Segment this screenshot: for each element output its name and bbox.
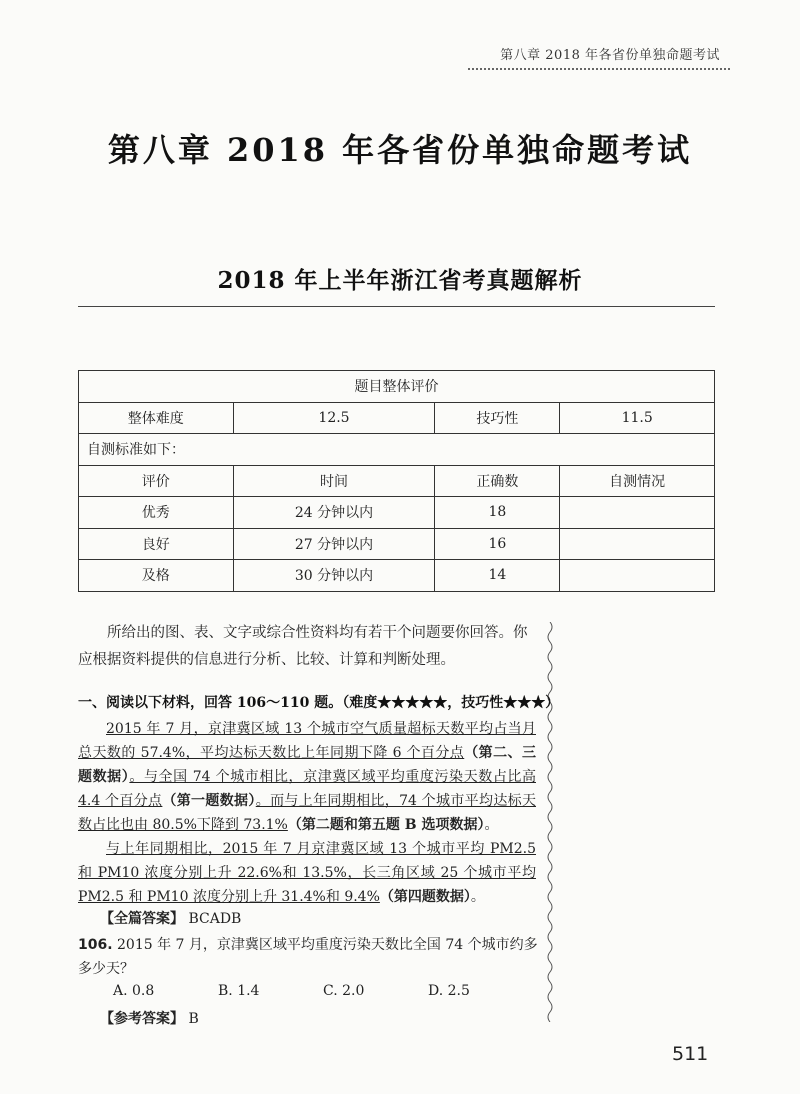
page-number: 511 <box>672 1043 709 1065</box>
self-check-cell <box>560 560 715 592</box>
question-106 <box>78 933 548 981</box>
grade-cell: 优秀 <box>79 497 234 529</box>
underlined-text: 2015 年 7 月，京津冀区域 13 个城市空气质量超标天数平均占当月总天数的 57.4%，平均达标天数比上年同期下降 6 个百分点 <box>78 721 536 761</box>
skill-label: 技巧性 <box>435 402 560 434</box>
material-text: 。与全国 74 个城市相比，京津冀区域平均重度污染天数占比高 4.4 个百分点 <box>78 769 536 809</box>
data-note: （第一题数据） <box>162 793 256 809</box>
table-header-row <box>79 465 715 497</box>
column-header: 评价 <box>79 465 234 497</box>
question-heading: 一、阅读以下材料，回答 106～110 题。（难度★★★★★，技巧性★★★） <box>78 695 560 711</box>
table-row <box>79 528 715 560</box>
grade-cell: 良好 <box>79 528 234 560</box>
material-paragraph-2 <box>78 837 536 909</box>
material-text: 。 <box>470 889 485 905</box>
chapter-title: 第八章 2018 年各省份单独命题考试 <box>107 131 693 169</box>
reference-answer-line <box>100 1008 199 1028</box>
column-header: 正确数 <box>435 465 560 497</box>
standard-note: 自测标准如下： <box>79 434 715 466</box>
correct-cell: 18 <box>435 497 560 529</box>
column-header: 时间 <box>233 465 435 497</box>
difficulty-label: 整体难度 <box>79 402 234 434</box>
reading-material <box>78 717 536 909</box>
time-cell: 24 分钟以内 <box>233 497 435 529</box>
intro-paragraph: 所给出的图、表、文字或综合性资料均有若干个问题要你回答。你应根据资料提供的信息进行分析、比较、计算和判断处理。 <box>78 625 528 668</box>
material-text: 。 <box>484 817 499 833</box>
header-dotted-rule <box>468 68 730 70</box>
data-note: （第二题和第五题 B 选项数据） <box>287 817 485 833</box>
question-text: 2015 年 7 月，京津冀区域平均重度污染天数比全国 74 个城市约多多少天？ <box>78 937 538 977</box>
grade-cell: 及格 <box>79 560 234 592</box>
self-check-cell <box>560 497 715 529</box>
table-row <box>79 560 715 592</box>
question-number: 106. <box>78 937 113 953</box>
skill-value: 11.5 <box>560 402 715 434</box>
column-header: 自测情况 <box>560 465 715 497</box>
difficulty-value: 12.5 <box>233 402 435 434</box>
reference-answer-value: B <box>188 1011 199 1027</box>
running-header: 第八章 2018 年各省份单独命题考试 <box>500 48 720 63</box>
full-answer-line <box>100 908 241 928</box>
option-c: C. 2.0 <box>323 983 365 999</box>
section-title: 2018 年上半年浙江省考真题解析 <box>217 267 583 294</box>
self-check-cell <box>560 528 715 560</box>
full-answer-value: BCADB <box>188 911 242 927</box>
time-cell: 27 分钟以内 <box>233 528 435 560</box>
evaluation-table <box>78 370 715 592</box>
reference-answer-label: 【参考答案】 <box>100 1011 184 1027</box>
option-d: D. 2.5 <box>428 983 470 999</box>
data-note: （第四题数据） <box>379 889 471 905</box>
material-paragraph-1 <box>78 717 536 837</box>
correct-cell: 14 <box>435 560 560 592</box>
table-caption: 题目整体评价 <box>79 371 715 403</box>
answer-options <box>113 983 553 999</box>
underlined-text: 与上年同期相比，2015 年 7 月京津冀区域 13 个城市平均 PM2.5 和 PM10 浓度分别上升 22.6%和 13.5%，长三角区域 25 个城市平均 PM2.5 和 PM10 浓度分别上升 31.4%和 9.4% <box>78 841 536 905</box>
option-a: A. 0.8 <box>113 983 155 999</box>
section-rule <box>78 306 715 307</box>
material-text: 。而与上年同期相比，74 个城市平均达标天数占比也由 80.5%下降到 73.1% <box>78 793 537 833</box>
table-row <box>79 497 715 529</box>
data-note: （第二、三题数据） <box>78 745 537 785</box>
full-answer-label: 【全篇答案】 <box>100 911 184 927</box>
correct-cell: 16 <box>435 528 560 560</box>
time-cell: 30 分钟以内 <box>233 560 435 592</box>
option-b: B. 1.4 <box>218 983 260 999</box>
